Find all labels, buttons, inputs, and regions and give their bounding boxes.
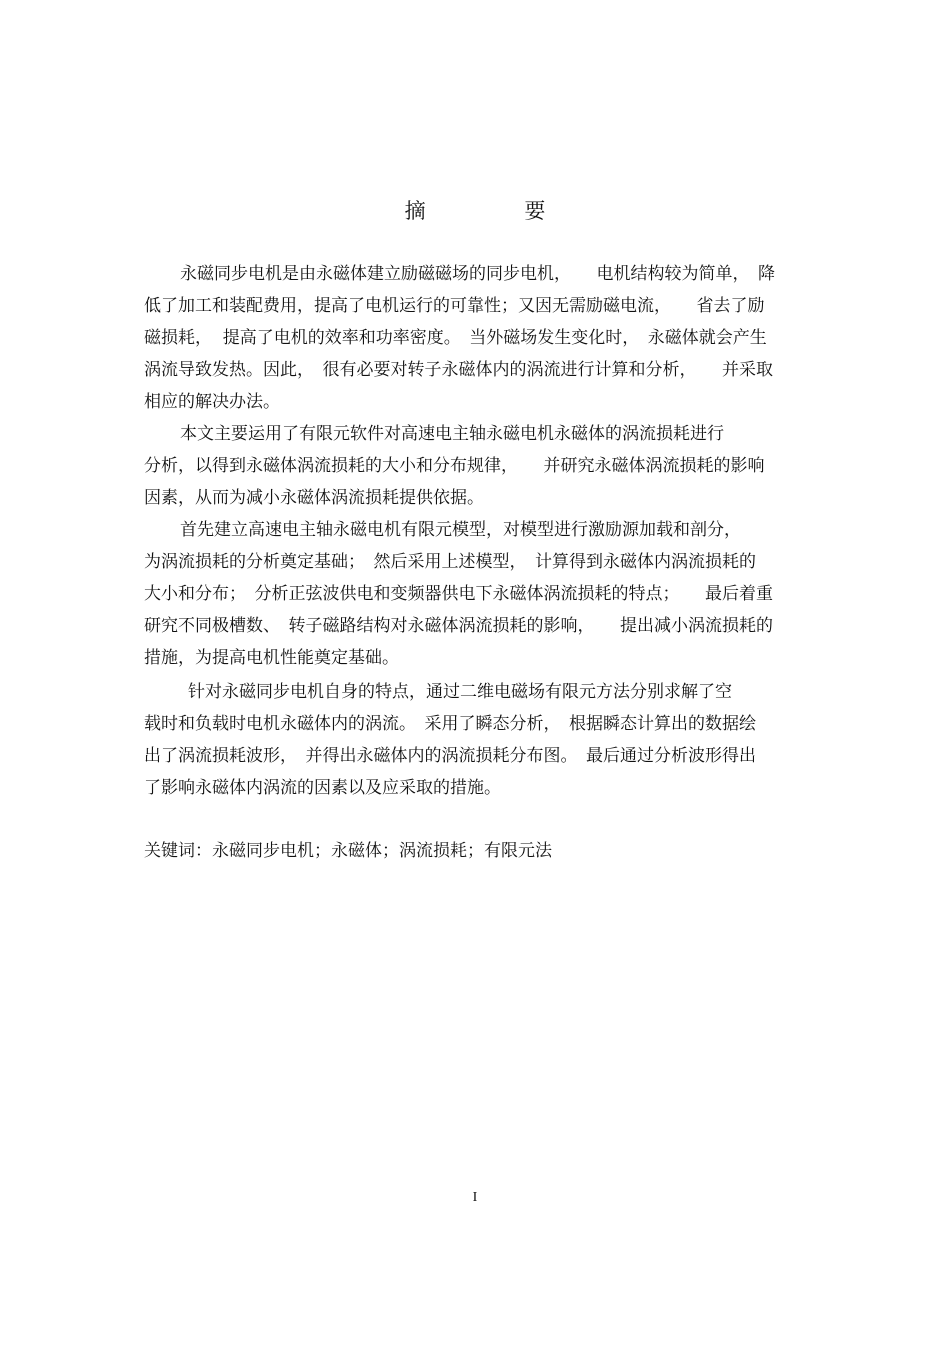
text-line: 涡流导致发热。因此， 很有必要对转子永磁体内的涡流进行计算和分析， 并采取	[144, 360, 773, 380]
abstract-paragraph-3	[144, 514, 808, 674]
text-line: 低了加工和装配费用，提高了电机运行的可靠性；又因无需励磁电流， 省去了励	[144, 296, 765, 316]
text-line: 大小和分布； 分析正弦波供电和变频器供电下永磁体涡流损耗的特点； 最后着重	[144, 584, 773, 604]
abstract-paragraph-4	[144, 676, 808, 804]
text-line: 出了涡流损耗波形， 并得出永磁体内的涡流损耗分布图。 最后通过分析波形得出	[144, 746, 756, 766]
text-line: 分析，以得到永磁体涡流损耗的大小和分布规律， 并研究永磁体涡流损耗的影响	[144, 456, 765, 476]
text-line: 载时和负载时电机永磁体内的涡流。 采用了瞬态分析， 根据瞬态计算出的数据绘	[144, 714, 756, 734]
text-line: 首先建立高速电主轴永磁电机有限元模型，对模型进行激励源加载和剖分，	[180, 520, 741, 540]
text-line: 研究不同极槽数、 转子磁路结构对永磁体涡流损耗的影响， 提出减小涡流损耗的	[144, 616, 773, 636]
text-line: 了影响永磁体内涡流的因素以及应采取的措施。	[144, 778, 501, 798]
text-line: 针对永磁同步电机自身的特点，通过二维电磁场有限元方法分别求解了空	[188, 682, 732, 702]
text-line: 因素，从而为减小永磁体涡流损耗提供依据。	[144, 488, 484, 508]
text-line: 磁损耗， 提高了电机的效率和功率密度。 当外磁场发生变化时， 永磁体就会产生	[144, 328, 767, 348]
text-line: 永磁同步电机是由永磁体建立励磁磁场的同步电机， 电机结构较为简单， 降	[180, 264, 775, 284]
text-line: 为涡流损耗的分析奠定基础； 然后采用上述模型， 计算得到永磁体内涡流损耗的	[144, 552, 756, 572]
text-line: 措施，为提高电机性能奠定基础。	[144, 648, 399, 668]
keywords-line: 关键词：永磁同步电机；永磁体；涡流损耗；有限元法	[144, 841, 552, 861]
text-line: 相应的解决办法。	[144, 392, 280, 412]
abstract-paragraph-1	[144, 258, 808, 418]
text-line: 本文主要运用了有限元软件对高速电主轴永磁电机永磁体的涡流损耗进行	[180, 424, 724, 444]
page-title: 摘 要	[404, 199, 592, 223]
abstract-paragraph-2	[144, 418, 808, 514]
page-number: I	[472, 1190, 478, 1205]
